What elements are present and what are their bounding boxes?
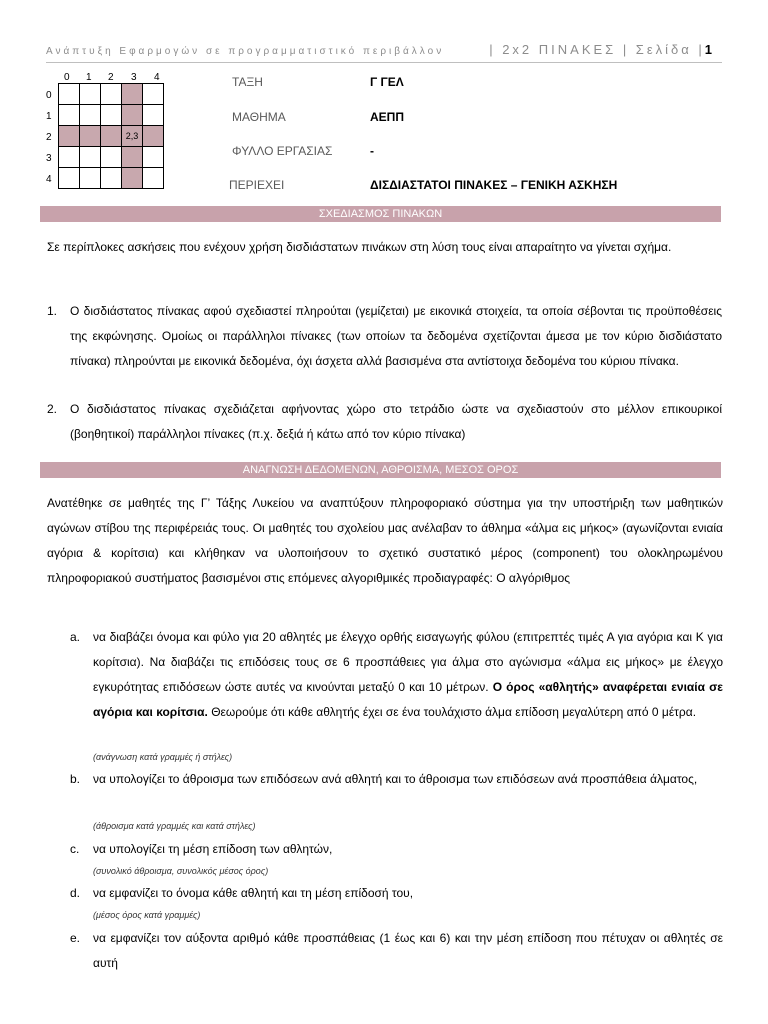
list-item-text: να εμφανίζει το όνομα κάθε αθλητή και τη μέση επίδοσή του, [93,886,414,900]
list-item [47,299,723,399]
list-item-text-tail: Θεωρούμε ότι κάθε αθλητής έχει σε ένα τουλάχιστο άλμα επίδοση μεγαλύτερη από 0 μέτρα. [211,705,697,719]
list-item-number: 2. [47,402,58,416]
header-topic-page [489,42,712,57]
grid-cell [80,168,101,189]
list-item-text: να υπολογίζει τη μέση επίδοση των αθλητών, [93,842,333,856]
list-item-text: Ο δισδιάστατος πίνακας αφού σχεδιαστεί πληρούται (γεμίζεται) με εικονικά στοιχεία, τα οποία σέβονται τις προϋποθέσεις της εκφώνησης. Ομοίως οι παράλληλοι πίνακες (των οποίων τα δεδομένα σχετίζονται άμεσα με τον κύριο δισδιάστατο πίνακα) πληρούνται με εικονικά δεδομένα, όχι άσχετα αλλά βασισμένα στα αντίστοιχα δεδομένα του κύριου πίνακα. [70,304,722,368]
item-note: (μέσος όρος κατά γραμμές) [93,910,201,920]
section-heading-reading: ΑΝΑΓΝΩΣΗ ΔΕΔΟΜΕΝΩΝ, ΑΘΡΟΙΣΜΑ, ΜΕΣΟΣ ΟΡΟΣ [40,462,721,478]
list-item-text: Ο δισδιάστατος πίνακας σχεδιάζεται αφήνοντας χώρο στο τετράδιο ώστε να σχεδιαστούν στο μέλλον επικουρικοί (βοηθητικοί) παράλληλοι πίνακες (π.χ. δεξιά ή κάτω από τον κύριο πίνακα) [70,402,722,441]
section1-intro: Σε περίπλοκες ασκήσεις που ενέχουν χρήση δισδιάστατων πινάκων στη λύση τους είναι απαραίτητο να γίνεται σχήμα. [47,240,672,254]
grid-row [59,168,164,189]
list-item-letter: a. [70,630,81,644]
meta-contents-label: ΠΕΡΙΕΧΕΙ [229,178,285,192]
grid-row [59,126,164,147]
grid-cell [80,147,101,168]
grid-cell-highlight [122,147,143,168]
grid-row-0: 0 [46,90,52,101]
list-item-text: να εμφανίζει τον αύξοντα αριθμό κάθε προσπάθειας (1 έως και 6) και την μέση επίδοση που πέτυχαν οι αθλητές σε αυτή [93,931,723,970]
list-item-text-emphasis: Ο όρος «αθλητής» αναφέρεται ενιαία σε αγόρια και κορίτσια. [93,680,723,719]
meta-course-value: ΑΕΠΠ [370,110,405,124]
grid-cell [101,147,122,168]
item-note: (συνολικό άθροισμα, συνολικός μέσος όρος) [93,866,269,876]
meta-worksheet-label: ΦΥΛΛΟ ΕΡΓΑΣΙΑΣ [232,144,333,158]
grid-row-1: 1 [46,111,52,122]
grid-cell [59,84,80,105]
grid-cell-label: 2,3 [122,126,143,147]
grid-cell [59,105,80,126]
list-item-letter: d. [70,886,81,900]
list-item-text: να υπολογίζει το άθροισμα των επιδόσεων ανά αθλητή και το άθροισμα των επιδόσεων ανά προσπάθεια άλματος, [93,772,698,786]
grid-row [59,84,164,105]
section2-intro: Ανατέθηκε σε μαθητές της Γ’ Τάξης Λυκείου να αναπτύξουν πληροφοριακό σύστημα για την υποστήριξη των μαθητικών αγώνων στίβου της περιφέρειάς τους. Οι μαθητές του σχολείου μας ανέλαβαν το άθλημα «άλμα εις μήκος» (αγωνίζονται ενιαία αγόρια & κορίτσια) και κλήθηκαν να υλοποιήσουν το σχετικό συστατικό μέρος (component) του ολοκληρωμένου πληροφοριακού συστήματος βασισμένοι στις επόμενες αλγοριθμικές προδιαγραφές: Ο αλγόριθμος [47,496,723,585]
grid-row-3: 3 [46,153,52,164]
header-subject: Ανάπτυξη Εφαρμογών σε προγραμματιστικό περιβάλλον [46,46,445,57]
list-item-letter: c. [70,842,80,856]
grid-cell [143,84,164,105]
grid-cell-highlight [122,168,143,189]
list-item-letter: e. [70,931,81,945]
grid-cell-highlight [80,126,101,147]
grid-col-4: 4 [154,72,160,83]
grid-row-4: 4 [46,174,52,185]
section-heading-design: ΣΧΕΔΙΑΣΜΟΣ ΠΙΝΑΚΩΝ [40,206,721,222]
page-number: 1 [704,42,712,57]
meta-course-label: ΜΑΘΗΜΑ [232,110,286,124]
item-note: (ανάγνωση κατά γραμμές ή στήλες) [93,752,233,762]
meta-class-value: Γ ΓΕΛ [370,75,404,89]
grid-cell [80,84,101,105]
grid-cell [59,168,80,189]
grid-cell [101,84,122,105]
meta-class-label: ΤΑΞΗ [232,75,263,89]
grid-cell [143,168,164,189]
grid-col-1: 1 [86,72,92,83]
grid-row-2: 2 [46,132,52,143]
grid-cell-highlight [101,126,122,147]
item-note: (άθροισμα κατά γραμμές και κατά στήλες) [93,821,256,831]
list-item-number: 1. [47,304,58,318]
grid-cell [101,168,122,189]
list-item-letter: b. [70,772,81,786]
grid-col-0: 0 [64,72,70,83]
grid-row [59,105,164,126]
page-header [46,42,722,63]
grid-col-3: 3 [131,72,137,83]
header-topic: | 2x2 ΠΙΝΑΚΕΣ | Σελίδα | [489,42,705,57]
grid-cell-highlight [59,126,80,147]
grid-row [59,147,164,168]
grid-cell [143,147,164,168]
grid-col-2: 2 [108,72,114,83]
grid-cell [80,105,101,126]
grid-cell [143,105,164,126]
meta-worksheet-value: - [370,144,374,158]
meta-contents-value: ΔΙΣΔΙΑΣΤΑΤΟΙ ΠΙΝΑΚΕΣ – ΓΕΝΙΚΗ ΑΣΚΗΣΗ [370,178,618,192]
list-item-text [93,625,723,725]
grid-cell-highlight [122,105,143,126]
array-diagram [58,83,164,189]
grid-cell [59,147,80,168]
list-item [47,397,723,447]
grid-cell-highlight [143,126,164,147]
grid-cell [101,105,122,126]
grid-cell-highlight [122,84,143,105]
list-item-text-main: να διαβάζει όνομα και φύλο για 20 αθλητές με έλεγχο ορθής εισαγωγής φύλου (επιτρεπτές τιμές Α για αγόρια και Κ για κορίτσια). Να διαβάζει τις επιδόσεις τους σε 6 προσπάθειες για άλμα στο αγώνισμα «άλμα εις μήκος» με έλεγχο εγκυρότητας επιδόσεων ώστε αυτές να κινούνται μεταξύ 0 και 10 μέτρων. [93,630,723,694]
